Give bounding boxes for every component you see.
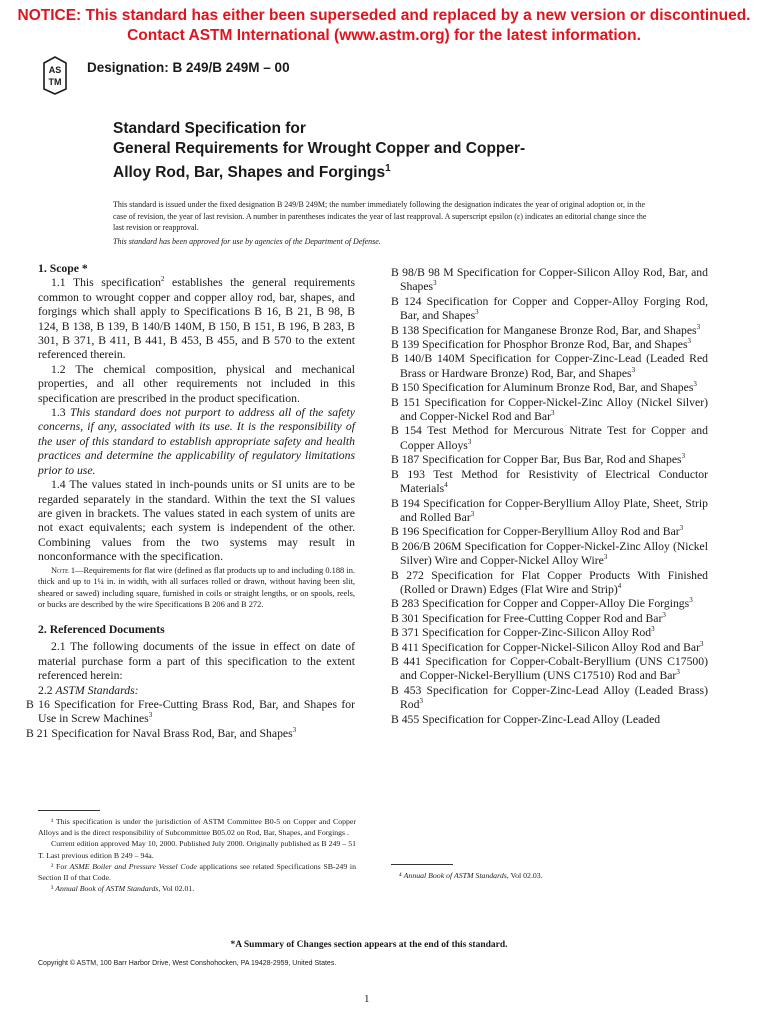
footnote-mark: 3 xyxy=(679,524,684,533)
footnote-mark: 3 xyxy=(603,553,608,562)
referenced-standard-item: B 272 Specification for Flat Copper Products With Finished (Rolled or Drawn) Edges (Flat Wire and Strip)$^4$ xyxy=(391,568,708,596)
document-title xyxy=(113,119,673,183)
referenced-standard-item: B 455 Specification for Copper-Zinc-Lead Alloy (Leaded xyxy=(391,712,661,726)
footnote-mark: 3 xyxy=(475,308,479,317)
referenced-standard-item: B 150 Specification for Aluminum Bronze Rod, Bar, and Shapes$^3$ xyxy=(391,380,697,395)
footnote-mark: 3 xyxy=(292,725,297,734)
footnote-3: ³ Annual Book of ASTM Standards, Vol 02.01. xyxy=(51,884,195,894)
issuance-statement: This standard is issued under the fixed designation B 249/B 249M; the number immediately following the designation indicates the year of original adoption or, in the case of revision, the year of last revision. A number in parentheses indicates the year of last reapproval. A superscript epsilon (ε) indicates an editorial change since the last revision or reapproval. xyxy=(113,200,647,233)
referenced-standard-item: B 206/B 206M Specification for Copper-Nickel-Zinc Alloy (Nickel Silver) Wire and Copper-Nickel Alloy Wire$^3$ xyxy=(391,539,708,568)
notice-line-2: Contact ASTM International (www.astm.org) for the latest information. xyxy=(127,27,641,44)
dod-approval-statement: This standard has been approved for use by agencies of the Department of Defense. xyxy=(113,237,381,246)
title-footnote-mark: 1 xyxy=(385,163,391,174)
footnote-rule-right xyxy=(391,864,453,865)
svg-text:AS: AS xyxy=(48,65,62,75)
footnote-mark: 3 xyxy=(676,668,680,677)
referenced-standard-item: B 441 Specification for Copper-Cobalt-Beryllium (UNS C17500) and Copper-Nickel-Beryllium (UNS C17510) Rod and Bar$^3$ xyxy=(391,654,708,683)
notice-line-1: NOTICE: This standard has either been superseded and replaced by a new version or discontinued. xyxy=(17,7,751,24)
designation: Designation: B 249/B 249M – 00 xyxy=(87,60,290,75)
refdocs-heading: 2. Referenced Documents xyxy=(38,622,165,636)
scope-heading: 1. Scope * xyxy=(38,262,88,275)
referenced-standard-item: B 187 Specification for Copper Bar, Bus Bar, Rod and Shapes$^3$ xyxy=(391,452,686,467)
footnote-mark: 3 xyxy=(662,610,666,619)
referenced-standard-item: B 194 Specification for Copper-Beryllium Alloy Plate, Sheet, Strip and Rolled Bar$^3$ xyxy=(391,496,708,524)
left-column xyxy=(26,262,355,741)
referenced-standard-item: B 196 Specification for Copper-Beryllium Alloy Rod and Bar$^3$ xyxy=(391,524,684,539)
referenced-standard-item: B 151 Specification for Copper-Nickel-Zinc Alloy (Nickel Silver) and Copper-Nickel Rod and Bar$^3$ xyxy=(391,395,708,424)
page-number: 1 xyxy=(364,993,370,1005)
referenced-standard-item: B 138 Specification for Manganese Bronze Rod, Bar, and Shapes$^3$ xyxy=(391,322,701,337)
title-line-1: Standard Specification for xyxy=(113,120,306,137)
svg-text:TM: TM xyxy=(48,77,62,87)
referenced-standard-item: B 139 Specification for Phosphor Bronze Rod, Bar, and Shapes$^3$ xyxy=(391,337,692,352)
refdocs-para-2-1: 2.1 The following documents of the issue in effect on date of material purchase form a part of this specification to the extent referenced herein: xyxy=(38,640,355,683)
scope-para-1-1: 1.1 This specification$^2$ establishes the general requirements common to wrought copper and copper alloy rod, bar, shapes, and forgings which shall apply to Specifications B 16, B 21, B 98, B 124, B 138, B 139, B 140/B 140M, B 150, B 151, B 196, B 283, B 301, B 371, B 411, B 441, B 453, B 455, and B 570 to the extent referenced therein. xyxy=(38,275,355,362)
footnotes-right xyxy=(391,870,708,881)
referenced-standard-item: B 453 Specification for Copper-Zinc-Lead Alloy (Leaded Brass) Rod$^3$ xyxy=(391,683,708,712)
footnote-mark: 3 xyxy=(689,596,693,605)
summary-of-changes-note: *A Summary of Changes section appears at the end of this standard. xyxy=(230,940,508,950)
footnote-2: ² For ASME Boiler and Pressure Vessel Code applications see related Specifications SB-249 in Section II of that Code. xyxy=(38,861,356,883)
referenced-standard-item: B 283 Specification for Copper and Copper-Alloy Die Forgings$^3$ xyxy=(391,596,693,611)
footnote-mark: 3 xyxy=(551,409,555,418)
referenced-standard-item: B 16 Specification for Free-Cutting Brass Rod, Bar, and Shapes for Use in Screw Machines$^3$ xyxy=(26,697,355,726)
footnote-mark: 3 xyxy=(470,510,475,519)
footnote-mark: 3 xyxy=(700,639,704,648)
referenced-standard-item: B 140/B 140M Specification for Copper-Zinc-Lead (Leaded Red Brass or Hardware Bronze) Rod, Bar, and Shapes$^3$ xyxy=(391,352,708,380)
referenced-standard-item: B 98/B 98 M Specification for Copper-Silicon Alloy Rod, Bar, and Shapes$^3$ xyxy=(391,266,708,294)
footnote-mark: 3 xyxy=(631,365,636,374)
footnote-4: ⁴ Annual Book of ASTM Standards, Vol 02.03. xyxy=(399,871,543,880)
footnote-mark: 3 xyxy=(433,279,437,288)
scope-para-1-3: 1.3 This standard does not purport to address all of the safety concerns, if any, associated with its use. It is the responsibility of the user of this standard to establish appropriate safety and health practices and determine the applicability of regulatory limitations prior to use. xyxy=(38,406,355,477)
referenced-standard-item: B 301 Specification for Free-Cutting Copper Rod and Bar$^3$ xyxy=(391,610,666,625)
astm-logo-icon xyxy=(40,55,70,95)
referenced-standard-item: B 193 Test Method for Resistivity of Electrical Conductor Materials$^4$ xyxy=(391,467,708,496)
referenced-standard-item: B 154 Test Method for Mercurous Nitrate Test for Copper and Copper Alloys$^3$ xyxy=(391,424,708,452)
footnote-rule-left xyxy=(38,810,100,811)
footnote-mark: 3 xyxy=(681,452,686,461)
footnote-mark: 3 xyxy=(419,697,423,706)
supersession-notice xyxy=(0,6,768,46)
title-line-3: Alloy Rod, Bar, Shapes and Forgings xyxy=(113,164,386,182)
referenced-standard-item: B 124 Specification for Copper and Copper-Alloy Forging Rod, Bar, and Shapes$^3$ xyxy=(391,294,708,323)
referenced-standard-item: B 411 Specification for Copper-Nickel-Silicon Alloy Rod and Bar$^3$ xyxy=(391,639,704,654)
footnote-mark: 4 xyxy=(444,481,448,490)
footnote-mark: 3 xyxy=(687,337,692,346)
note-1: Note 1—Requirements for flat wire (defined as flat products up to and including 0.188 in. thick and up to 1¼ in. in width, with all surfaces rolled or drawn, without having been slit, sheared or sawed) including square, furnished in coils or straight lengths, or on spools, reels, or bucks are described by the wire Specifications B 206 and B 272. xyxy=(38,565,355,610)
referenced-standard-item: B 21 Specification for Naval Brass Rod, Bar, and Shapes$^3$ xyxy=(26,725,297,740)
right-column xyxy=(391,266,708,727)
refdocs-para-2-2: 2.2 ASTM Standards: xyxy=(38,683,139,697)
footnote-mark: 4 xyxy=(617,582,622,591)
copyright-line: Copyright © ASTM, 100 Barr Harbor Drive, West Conshohocken, PA 19428-2959, United States. xyxy=(38,960,337,967)
footnote-1-edition: Current edition approved May 10, 2000. Published July 2000. Originally published as B 249 – 51 T. Last previous edition B 249 – 94a. xyxy=(38,839,356,860)
footnote-mark: 3 xyxy=(693,380,697,389)
footnote-mark: 3 xyxy=(651,625,655,634)
footnote-1: ¹ This specification is under the jurisdiction of ASTM Committee B0-5 on Copper and Copper Alloys and is the direct responsibility of Subcommittee B05.02 on Rod, Bar, Shapes, and Forgings . xyxy=(38,817,356,838)
footnote-mark: 3 xyxy=(148,711,153,720)
title-line-2: General Requirements for Wrought Copper and Copper- xyxy=(113,140,526,157)
footnote-mark: 3 xyxy=(696,322,701,331)
scope-para-1-2: 1.2 The chemical composition, physical and mechanical properties, and all other requirements not included in this specification are prescribed in the product specification. xyxy=(38,362,355,405)
footnotes-left xyxy=(38,816,356,894)
footnote-mark: 3 xyxy=(467,437,472,446)
referenced-standard-item: B 371 Specification for Copper-Zinc-Silicon Alloy Rod$^3$ xyxy=(391,625,655,640)
scope-para-1-4: 1.4 The values stated in inch-pounds units or SI units are to be regarded separately in the standard. Within the text the SI values are given in brackets. The values stated in each system of units are not exact equivalents; each system is independent of the other. Combining values from the two systems may result in nonconformance with the specification. xyxy=(38,478,355,564)
